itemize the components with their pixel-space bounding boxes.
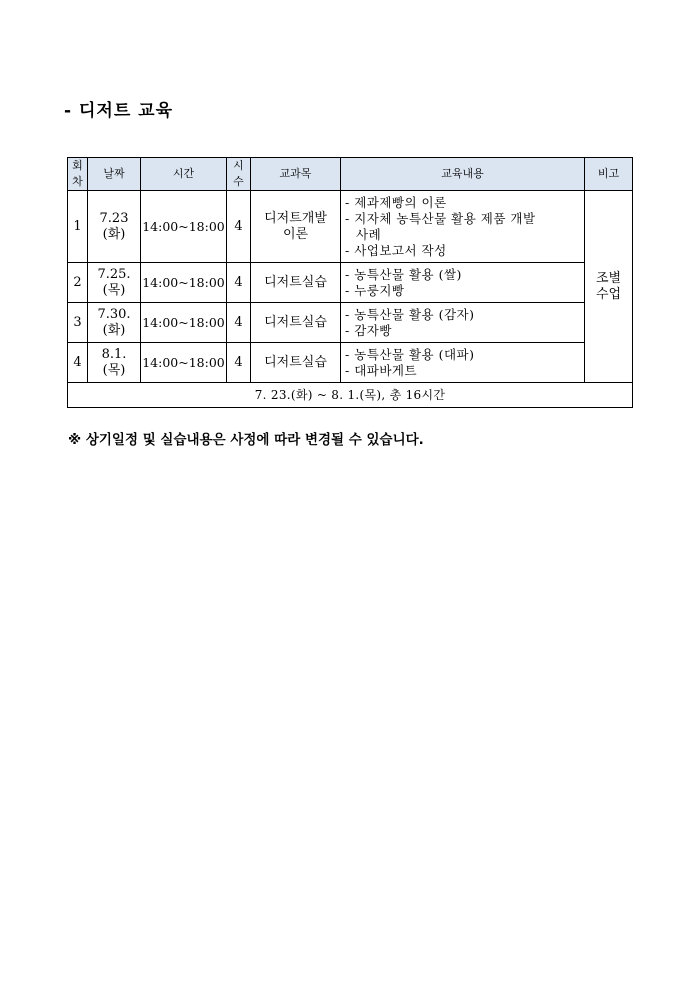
table-row [68, 263, 633, 303]
content-line: - 누룽지빵 [345, 282, 405, 298]
hours-cell: 4 [227, 303, 251, 343]
content-line: - 대파바게트 [345, 362, 418, 378]
subject-cell: 디저트실습 [251, 263, 341, 303]
summary-row [68, 383, 633, 408]
content-line: - 농특산물 활용 (쌀) [345, 266, 462, 282]
remarks-cell: 조별 수업 [585, 191, 633, 383]
content-line: - 사업보고서 작성 [345, 242, 447, 258]
subject-cell: 디저트실습 [251, 343, 341, 383]
header-content: 교육내용 [341, 158, 585, 191]
header-time: 시간 [141, 158, 227, 191]
round-cell: 1 [68, 191, 88, 263]
subject-cell: 디저트실습 [251, 303, 341, 343]
round-cell: 4 [68, 343, 88, 383]
time-cell: 14:00~18:00 [141, 343, 227, 383]
round-cell: 3 [68, 303, 88, 343]
hours-cell: 4 [227, 263, 251, 303]
content-line: - 감자빵 [345, 322, 392, 338]
page-title: - 디저트 교육 [64, 101, 174, 121]
notice-text: ※ 상기일정 및 실습내용은 사정에 따라 변경될 수 있습니다. [68, 432, 424, 448]
date-cell: 8.1. (목) [88, 343, 141, 383]
header-hours: 시 수 [227, 158, 251, 191]
header-remarks: 비고 [585, 158, 633, 191]
header-round: 회 차 [68, 158, 88, 191]
table-header-row [68, 158, 633, 191]
hours-cell: 4 [227, 191, 251, 263]
table-row [68, 343, 633, 383]
subject-cell: 디저트개발 이론 [251, 191, 341, 263]
content-cell [341, 343, 585, 383]
time-cell: 14:00~18:00 [141, 263, 227, 303]
content-cell [341, 303, 585, 343]
hours-cell: 4 [227, 343, 251, 383]
round-cell: 2 [68, 263, 88, 303]
date-cell: 7.23 (화) [88, 191, 141, 263]
schedule-table [67, 157, 633, 408]
content-line: - 지자체 농특산물 활용 제품 개발 [345, 210, 536, 226]
time-cell: 14:00~18:00 [141, 303, 227, 343]
table-row [68, 191, 633, 263]
date-cell: 7.30. (화) [88, 303, 141, 343]
date-cell: 7.25. (목) [88, 263, 141, 303]
content-cell [341, 191, 585, 263]
header-date: 날짜 [88, 158, 141, 191]
summary-cell: 7. 23.(화) ~ 8. 1.(목), 총 16시간 [68, 383, 633, 408]
content-line: - 농특산물 활용 (감자) [345, 306, 475, 322]
time-cell: 14:00~18:00 [141, 191, 227, 263]
table-row [68, 303, 633, 343]
content-line: 사례 [356, 226, 382, 242]
content-cell [341, 263, 585, 303]
content-line: - 제과제빵의 이론 [345, 194, 447, 210]
content-line: - 농특산물 활용 (대파) [345, 346, 475, 362]
header-subject: 교과목 [251, 158, 341, 191]
